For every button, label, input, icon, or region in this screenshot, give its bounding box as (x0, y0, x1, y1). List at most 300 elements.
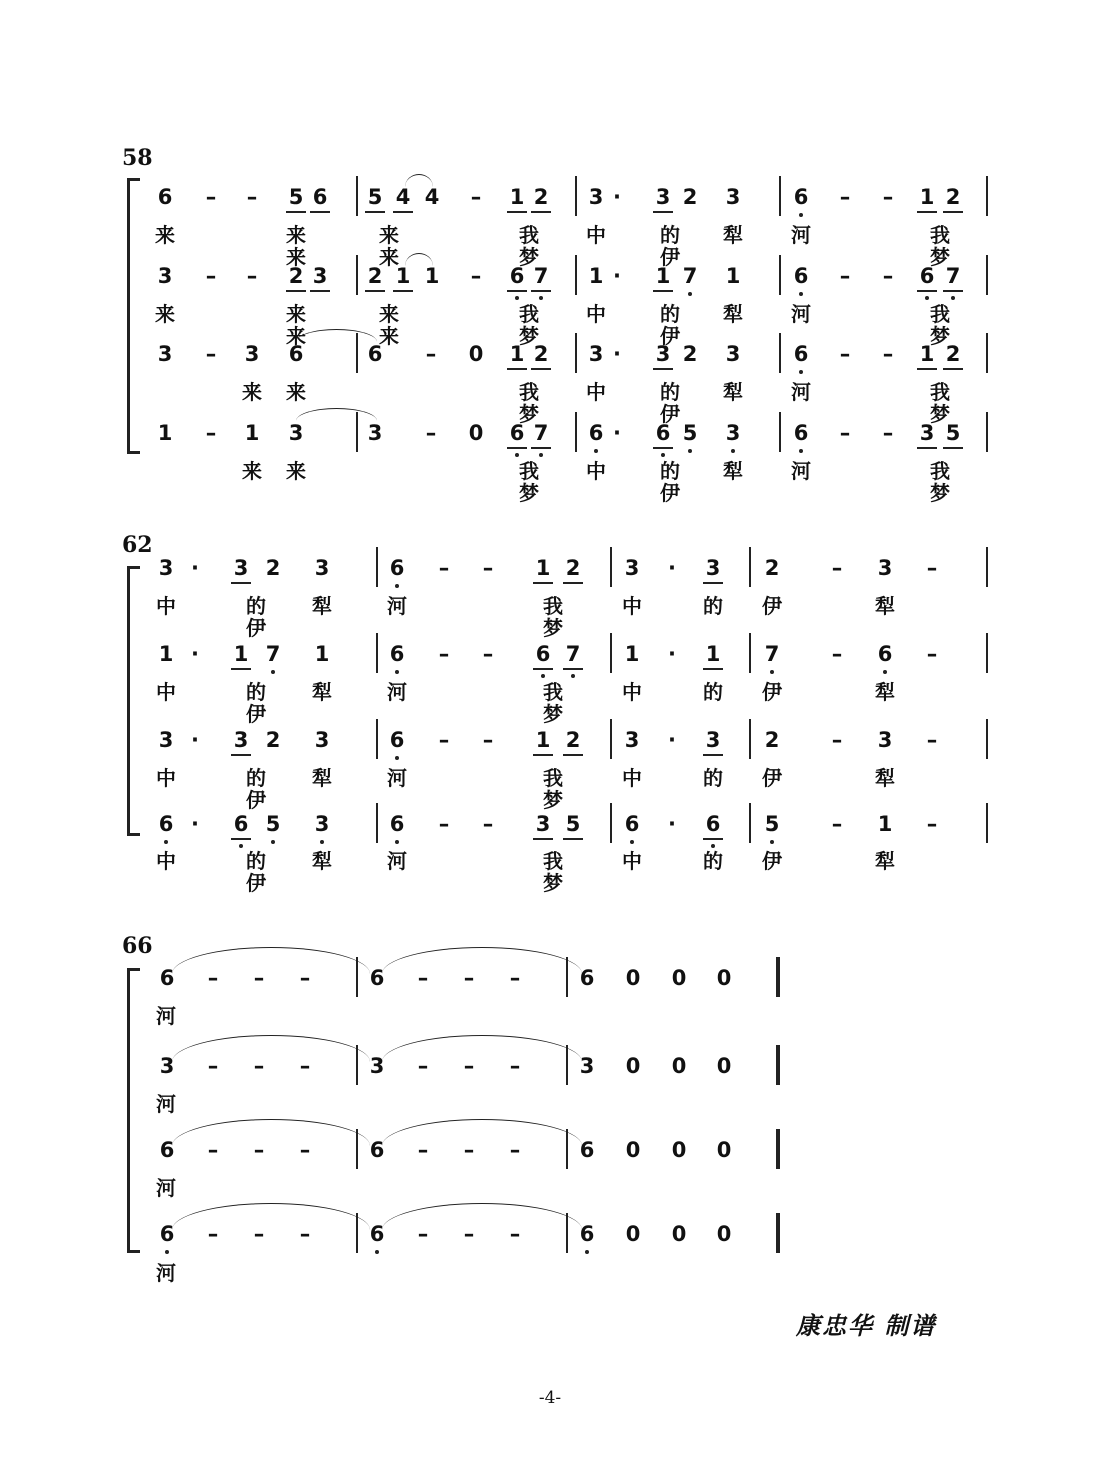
augmentation-dot: · (668, 642, 676, 666)
lyric: 犁 (875, 849, 895, 873)
lyric: 中 (586, 459, 606, 483)
dash-extension: – (299, 1222, 311, 1246)
lyric: 中 (622, 680, 642, 704)
lyric: 来来 (286, 302, 306, 348)
note: 7 (759, 643, 785, 665)
note: 3 (369, 1054, 385, 1078)
note: 6 (788, 265, 814, 287)
note: 1 (624, 642, 640, 666)
note: 1 (725, 264, 741, 288)
note: 0 (625, 1138, 641, 1162)
note: 2 (940, 186, 966, 208)
lyric: 我梦 (543, 594, 563, 640)
barline (986, 333, 988, 373)
arranger-credit: 康忠华 制谱 (796, 1311, 937, 1340)
dash-extension: – (417, 1222, 429, 1246)
note: 3 (158, 556, 174, 580)
note: 6 (650, 422, 676, 444)
barline (356, 255, 358, 295)
dash-extension: – (926, 642, 938, 666)
tie-slur (172, 1203, 370, 1230)
note: 1 (424, 264, 440, 288)
lyric: 来 (242, 459, 262, 483)
lyric: 来 (155, 223, 175, 247)
note: 3 (314, 556, 330, 580)
augmentation-dot: · (191, 556, 199, 580)
note: 0 (671, 1222, 687, 1246)
lyric: 来来 (379, 302, 399, 348)
note: 3 (624, 556, 640, 580)
lyric: 犁 (723, 459, 743, 483)
note: 3 (244, 342, 260, 366)
note: 0 (468, 421, 484, 445)
augmentation-dot: · (668, 728, 676, 752)
note: 6 (788, 343, 814, 365)
augmentation-dot: · (191, 728, 199, 752)
note: 0 (671, 1138, 687, 1162)
note: 3 (367, 421, 383, 445)
dash-extension: – (438, 812, 450, 836)
lyric: 河 (156, 1004, 176, 1028)
barline (575, 176, 577, 216)
lyric: 的伊 (660, 302, 680, 348)
page-number: -4- (538, 1388, 562, 1408)
note: 6 (583, 422, 609, 444)
barline (376, 547, 378, 587)
tie-slur (382, 947, 582, 974)
augmentation-dot: · (613, 421, 621, 445)
note: 6 (574, 1223, 600, 1245)
note: 6 (159, 966, 175, 990)
note: 1 (530, 729, 556, 751)
dash-extension: – (882, 185, 894, 209)
note: 0 (716, 1138, 732, 1162)
note: 6 (579, 1138, 595, 1162)
note: 6 (504, 422, 530, 444)
lyric: 我梦 (519, 302, 539, 348)
note: 3 (309, 813, 335, 835)
dash-extension: – (425, 421, 437, 445)
system-bracket (127, 178, 140, 454)
note: 5 (560, 813, 586, 835)
note: 5 (940, 422, 966, 444)
note: 6 (579, 966, 595, 990)
lyric: 犁 (312, 766, 332, 790)
augmentation-dot: · (191, 642, 199, 666)
lyric: 犁 (723, 223, 743, 247)
barline (779, 255, 781, 295)
note: 0 (468, 342, 484, 366)
note: 2 (764, 556, 780, 580)
lyric: 中 (586, 380, 606, 404)
dash-extension: – (839, 342, 851, 366)
lyric: 犁 (875, 766, 895, 790)
note: 2 (528, 343, 554, 365)
lyric: 来 (155, 302, 175, 326)
barline (575, 412, 577, 452)
lyric: 伊 (762, 680, 782, 704)
dash-extension: – (425, 342, 437, 366)
lyric: 中 (586, 302, 606, 326)
dash-extension: – (417, 1054, 429, 1078)
lyric: 来 (242, 380, 262, 404)
note: 1 (228, 643, 254, 665)
lyric: 伊 (762, 594, 782, 618)
lyric: 河 (156, 1092, 176, 1116)
lyric: 犁 (312, 680, 332, 704)
final-barline (776, 1045, 780, 1085)
lyric: 我梦 (930, 380, 950, 426)
dash-extension: – (205, 421, 217, 445)
dash-extension: – (438, 642, 450, 666)
lyric: 中 (156, 849, 176, 873)
barline (610, 803, 612, 843)
system-bracket (127, 968, 140, 1253)
note: 0 (716, 966, 732, 990)
dash-extension: – (509, 1054, 521, 1078)
lyric: 的伊 (660, 223, 680, 269)
lyric: 我梦 (519, 223, 539, 269)
lyric: 我梦 (543, 680, 563, 726)
dash-extension: – (926, 812, 938, 836)
barline (779, 333, 781, 373)
note: 6 (153, 813, 179, 835)
note: 2 (283, 265, 309, 287)
note: 4 (390, 186, 416, 208)
dash-extension: – (438, 728, 450, 752)
dash-extension: – (207, 1138, 219, 1162)
note: 0 (716, 1054, 732, 1078)
note: 3 (228, 729, 254, 751)
note: 3 (725, 342, 741, 366)
barline (749, 719, 751, 759)
barline (610, 547, 612, 587)
note: 5 (759, 813, 785, 835)
note: 5 (283, 186, 309, 208)
measure-number: 62 (122, 532, 153, 558)
note: 6 (157, 185, 173, 209)
augmentation-dot: · (613, 342, 621, 366)
note: 2 (560, 557, 586, 579)
dash-extension: – (253, 1138, 265, 1162)
note: 1 (157, 421, 173, 445)
note: 6 (364, 1223, 390, 1245)
note: 4 (424, 185, 440, 209)
dash-extension: – (253, 1222, 265, 1246)
lyric: 中 (156, 594, 176, 618)
tie-slur (172, 947, 370, 974)
dash-extension: – (882, 264, 894, 288)
lyric: 伊 (762, 849, 782, 873)
note: 3 (288, 421, 304, 445)
note: 0 (716, 1222, 732, 1246)
barline (610, 633, 612, 673)
lyric: 我梦 (543, 766, 563, 812)
note: 7 (528, 265, 554, 287)
note: 2 (362, 265, 388, 287)
dash-extension: – (509, 1138, 521, 1162)
note: 5 (260, 813, 286, 835)
note: 3 (588, 185, 604, 209)
dash-extension: – (299, 1054, 311, 1078)
note: 2 (265, 728, 281, 752)
note: 6 (619, 813, 645, 835)
note: 1 (158, 642, 174, 666)
note: 1 (877, 812, 893, 836)
dash-extension: – (299, 966, 311, 990)
note: 3 (624, 728, 640, 752)
tie-slur (172, 1119, 370, 1146)
tie-slur (405, 253, 433, 266)
lyric: 我梦 (519, 459, 539, 505)
note: 6 (384, 557, 410, 579)
barline (986, 255, 988, 295)
note: 3 (157, 264, 173, 288)
tie-slur (382, 1203, 582, 1230)
dash-extension: – (463, 1054, 475, 1078)
note: 0 (625, 1222, 641, 1246)
measure-number: 58 (122, 145, 153, 171)
lyric: 犁 (312, 849, 332, 873)
measure-number: 66 (122, 933, 153, 959)
dash-extension: – (299, 1138, 311, 1162)
note: 3 (530, 813, 556, 835)
note: 0 (625, 966, 641, 990)
note: 3 (700, 557, 726, 579)
dash-extension: – (463, 1138, 475, 1162)
note: 3 (159, 1054, 175, 1078)
lyric: 中 (156, 680, 176, 704)
barline (376, 803, 378, 843)
lyric: 我梦 (543, 849, 563, 895)
note: 3 (228, 557, 254, 579)
barline (986, 412, 988, 452)
dash-extension: – (207, 1054, 219, 1078)
lyric: 的伊 (246, 766, 266, 812)
note: 1 (588, 264, 604, 288)
note: 1 (504, 343, 530, 365)
note: 6 (154, 1223, 180, 1245)
dash-extension: – (882, 342, 894, 366)
barline (575, 333, 577, 373)
lyric: 的伊 (246, 680, 266, 726)
note: 3 (579, 1054, 595, 1078)
dash-extension: – (207, 1222, 219, 1246)
note: 3 (314, 728, 330, 752)
dash-extension: – (246, 185, 258, 209)
barline (749, 633, 751, 673)
note: 6 (384, 643, 410, 665)
lyric: 我梦 (930, 302, 950, 348)
note: 6 (914, 265, 940, 287)
dash-extension: – (831, 642, 843, 666)
lyric: 犁 (875, 594, 895, 618)
lyric: 河 (387, 594, 407, 618)
dash-extension: – (253, 1054, 265, 1078)
note: 6 (369, 1138, 385, 1162)
note: 2 (528, 186, 554, 208)
note: 6 (504, 265, 530, 287)
augmentation-dot: · (668, 812, 676, 836)
lyric: 河 (387, 849, 407, 873)
dash-extension: – (926, 556, 938, 580)
dash-extension: – (509, 1222, 521, 1246)
dash-extension: – (205, 342, 217, 366)
dash-extension: – (482, 812, 494, 836)
lyric: 犁 (723, 302, 743, 326)
dash-extension: – (831, 556, 843, 580)
lyric: 的 (703, 766, 723, 790)
note: 2 (265, 556, 281, 580)
dash-extension: – (463, 966, 475, 990)
note: 2 (682, 185, 698, 209)
dash-extension: – (438, 556, 450, 580)
lyric: 我梦 (930, 459, 950, 505)
barline (986, 633, 988, 673)
lyric: 中 (156, 766, 176, 790)
note: 3 (157, 342, 173, 366)
note: 1 (914, 186, 940, 208)
augmentation-dot: · (613, 264, 621, 288)
lyric: 来来 (286, 223, 306, 269)
note: 6 (228, 813, 254, 835)
barline (749, 803, 751, 843)
dash-extension: – (839, 421, 851, 445)
dash-extension: – (509, 966, 521, 990)
lyric: 河 (791, 302, 811, 326)
note: 3 (158, 728, 174, 752)
lyric: 伊 (762, 766, 782, 790)
note: 1 (914, 343, 940, 365)
lyric: 犁 (723, 380, 743, 404)
dash-extension: – (482, 728, 494, 752)
dash-extension: – (246, 264, 258, 288)
lyric: 中 (622, 849, 642, 873)
note: 6 (288, 342, 304, 366)
note: 5 (362, 186, 388, 208)
tie-slur (382, 1119, 582, 1146)
lyric: 的伊 (660, 459, 680, 505)
final-barline (776, 1213, 780, 1253)
barline (779, 412, 781, 452)
note: 3 (914, 422, 940, 444)
tie-slur (382, 1035, 582, 1062)
lyric: 的伊 (660, 380, 680, 426)
note: 3 (650, 186, 676, 208)
note: 6 (700, 813, 726, 835)
lyric: 河 (791, 223, 811, 247)
note: 3 (700, 729, 726, 751)
final-barline (776, 957, 780, 997)
augmentation-dot: · (191, 812, 199, 836)
barline (986, 719, 988, 759)
note: 2 (940, 343, 966, 365)
dash-extension: – (839, 264, 851, 288)
dash-extension: – (470, 185, 482, 209)
dash-extension: – (207, 966, 219, 990)
lyric: 中 (622, 766, 642, 790)
barline (376, 633, 378, 673)
note: 6 (367, 342, 383, 366)
note: 6 (369, 966, 385, 990)
lyric: 来来 (379, 223, 399, 269)
lyric: 中 (622, 594, 642, 618)
lyric: 河 (791, 459, 811, 483)
lyric: 的 (703, 849, 723, 873)
note: 6 (788, 186, 814, 208)
note: 6 (788, 422, 814, 444)
note: 3 (307, 265, 333, 287)
barline (986, 176, 988, 216)
note: 3 (877, 556, 893, 580)
note: 6 (530, 643, 556, 665)
lyric: 的 (703, 680, 723, 704)
barline (575, 255, 577, 295)
lyric: 犁 (875, 680, 895, 704)
note: 3 (650, 343, 676, 365)
system-bracket (127, 566, 140, 836)
barline (779, 176, 781, 216)
dash-extension: – (839, 185, 851, 209)
note: 7 (260, 643, 286, 665)
note: 1 (244, 421, 260, 445)
lyric: 中 (586, 223, 606, 247)
dash-extension: – (463, 1222, 475, 1246)
barline (610, 719, 612, 759)
note: 3 (877, 728, 893, 752)
note: 1 (530, 557, 556, 579)
lyric: 的伊 (246, 849, 266, 895)
lyric: 河 (387, 680, 407, 704)
lyric: 来 (286, 380, 306, 404)
lyric: 犁 (312, 594, 332, 618)
note: 0 (671, 1054, 687, 1078)
lyric: 河 (156, 1261, 176, 1285)
note: 1 (700, 643, 726, 665)
lyric: 的 (703, 594, 723, 618)
barline (376, 719, 378, 759)
lyric: 的伊 (246, 594, 266, 640)
dash-extension: – (831, 728, 843, 752)
barline (749, 547, 751, 587)
dash-extension: – (926, 728, 938, 752)
dash-extension: – (417, 966, 429, 990)
note: 2 (682, 342, 698, 366)
note: 7 (677, 265, 703, 287)
note: 2 (560, 729, 586, 751)
final-barline (776, 1129, 780, 1169)
barline (986, 803, 988, 843)
note: 3 (725, 185, 741, 209)
note: 6 (384, 729, 410, 751)
lyric: 来 (286, 459, 306, 483)
augmentation-dot: · (668, 556, 676, 580)
lyric: 我梦 (519, 380, 539, 426)
note: 6 (307, 186, 333, 208)
barline (356, 176, 358, 216)
note: 1 (390, 265, 416, 287)
note: 1 (314, 642, 330, 666)
note: 7 (940, 265, 966, 287)
dash-extension: – (482, 642, 494, 666)
tie-slur (405, 174, 433, 187)
note: 1 (504, 186, 530, 208)
note: 3 (588, 342, 604, 366)
note: 0 (671, 966, 687, 990)
augmentation-dot: · (613, 185, 621, 209)
note: 7 (560, 643, 586, 665)
note: 3 (720, 422, 746, 444)
